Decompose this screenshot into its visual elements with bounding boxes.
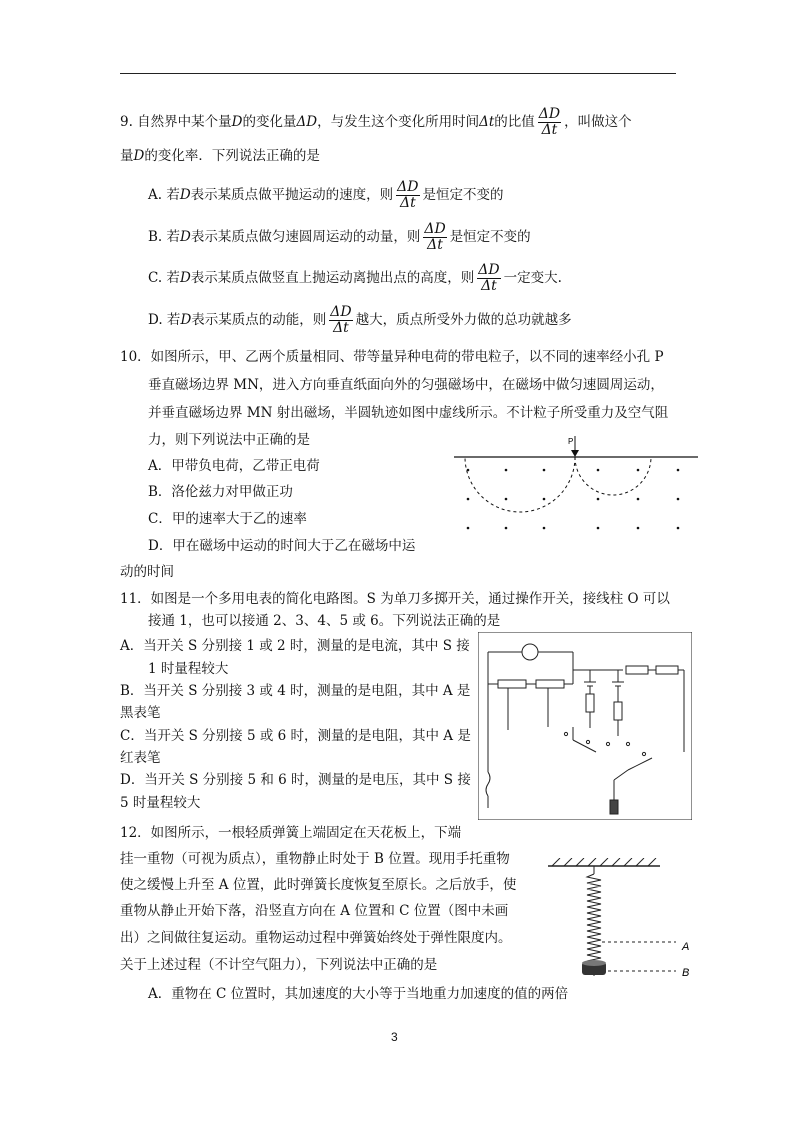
multimeter-circuit-figure (478, 632, 692, 820)
fraction: $\frac{\Delta D}{\Delta t}$ (538, 106, 561, 138)
q11-line2: 接通 1，也可以接通 2、3、4、5 或 6。下列说法正确的是 (148, 613, 501, 629)
q12-line3: 使之缓慢上升至 A 位置，此时弹簧长度恢复至原长。之后放手，使 (120, 877, 517, 893)
q12-line6: 关于上述过程（不计空气阻力），下列说法中正确的是 (120, 957, 438, 973)
q10-line2: 垂直磁场边界 MN，进入方向垂直纸面向外的匀强磁场中，在磁场中做匀速圆周运动， (148, 377, 664, 393)
q11-option-b-line1: B．当开关 S 分别接 3 或 4 时，测量的是电阻，其中 A 是 (120, 683, 471, 699)
q9-option-b: B. 若D表示某质点做匀速圆周运动的动量，则 $\frac{\Delta D}{\Delta t}$ 是恒定不变的 (148, 221, 531, 253)
magnetic-field-figure (448, 428, 704, 552)
q10-option-a: A．甲带负电荷，乙带正电荷 (148, 458, 320, 474)
position-b-label: B (682, 967, 690, 979)
q11-option-c-line1: C．当开关 S 分别接 5 或 6 时，测量的是电阻，其中 A 是 (120, 728, 471, 744)
q10-option-d-line2: 动的时间 (120, 564, 174, 580)
q12-line5: 出）之间做往复运动。重物运动过程中弹簧始终处于弹性限度内。 (120, 930, 512, 946)
q11-option-d-line2: 5 时量程较大 (120, 795, 201, 811)
q11-option-b-line2: 黑表笔 (120, 705, 161, 721)
q11-line1: 11．如图是一个多用电表的简化电路图。S 为单刀多掷开关，通过操作开关，接线柱 O 可以 (120, 591, 670, 607)
point-p-label: P (568, 437, 574, 446)
header-rule (120, 73, 676, 74)
q10-line1: 10．如图所示，甲、乙两个质量相同、带等量异种电荷的带电粒子，以不同的速率经小孔 P (120, 349, 664, 365)
q10-option-b: B．洛伦兹力对甲做正功 (148, 484, 293, 500)
q9-option-a: A. 若D表示某质点做平抛运动的速度，则 $\frac{\Delta D}{\Delta t}$ 是恒定不变的 (148, 179, 504, 211)
q9-line1: 9. 自然界中某个量D的变化量ΔD，与发生这个变化所用时间Δt的比值 $\frac{\Delta D}{\Delta t}$ ，叫做这个 (120, 106, 632, 138)
position-a-label: A (682, 941, 690, 953)
q9-option-d: D. 若D表示某质点的动能，则 $\frac{\Delta D}{\Delta t}$ 越大，质点所受外力做的总功就越多 (148, 304, 572, 336)
q10-option-d-line1: D．甲在磁场中运动的时间大于乙在磁场中运 (148, 538, 416, 554)
q12-line1: 12．如图所示，一根轻质弹簧上端固定在天花板上，下端 (120, 825, 462, 841)
q11-option-d-line1: D．当开关 S 分别接 5 和 6 时，测量的是电压，其中 S 接 (120, 772, 471, 788)
page-number: 3 (391, 1030, 398, 1044)
q11-option-c-line2: 红表笔 (120, 750, 161, 766)
q12-option-a: A．重物在 C 位置时，其加速度的大小等于当地重力加速度的值的两倍 (148, 986, 569, 1002)
q10-option-c: C．甲的速率大于乙的速率 (148, 511, 307, 527)
q12-line4: 重物从静止开始下落，沿竖直方向在 A 位置和 C 位置（图中未画 (120, 903, 509, 919)
q9-line2: 量D的变化率．下列说法正确的是 (120, 148, 320, 164)
q9-option-c: C. 若D表示某质点做竖直上抛运动离抛出点的高度，则 $\frac{\Delta D}{\Delta t}$ 一定变大. (148, 262, 562, 294)
q11-option-a-line2: 1 时量程较大 (148, 661, 229, 677)
spring-figure (544, 858, 714, 988)
q11-option-a-line1: A．当开关 S 分别接 1 或 2 时，测量的是电流，其中 S 接 (120, 638, 470, 654)
q10-line3: 并垂直磁场边界 MN 射出磁场，半圆轨迹如图中虚线所示。不计粒子所受重力及空气阻 (148, 405, 669, 421)
q12-line2: 挂一重物（可视为质点），重物静止时处于 B 位置。现用手托重物 (120, 851, 510, 867)
q10-line4: 力，则下列说法中正确的是 (148, 432, 310, 448)
